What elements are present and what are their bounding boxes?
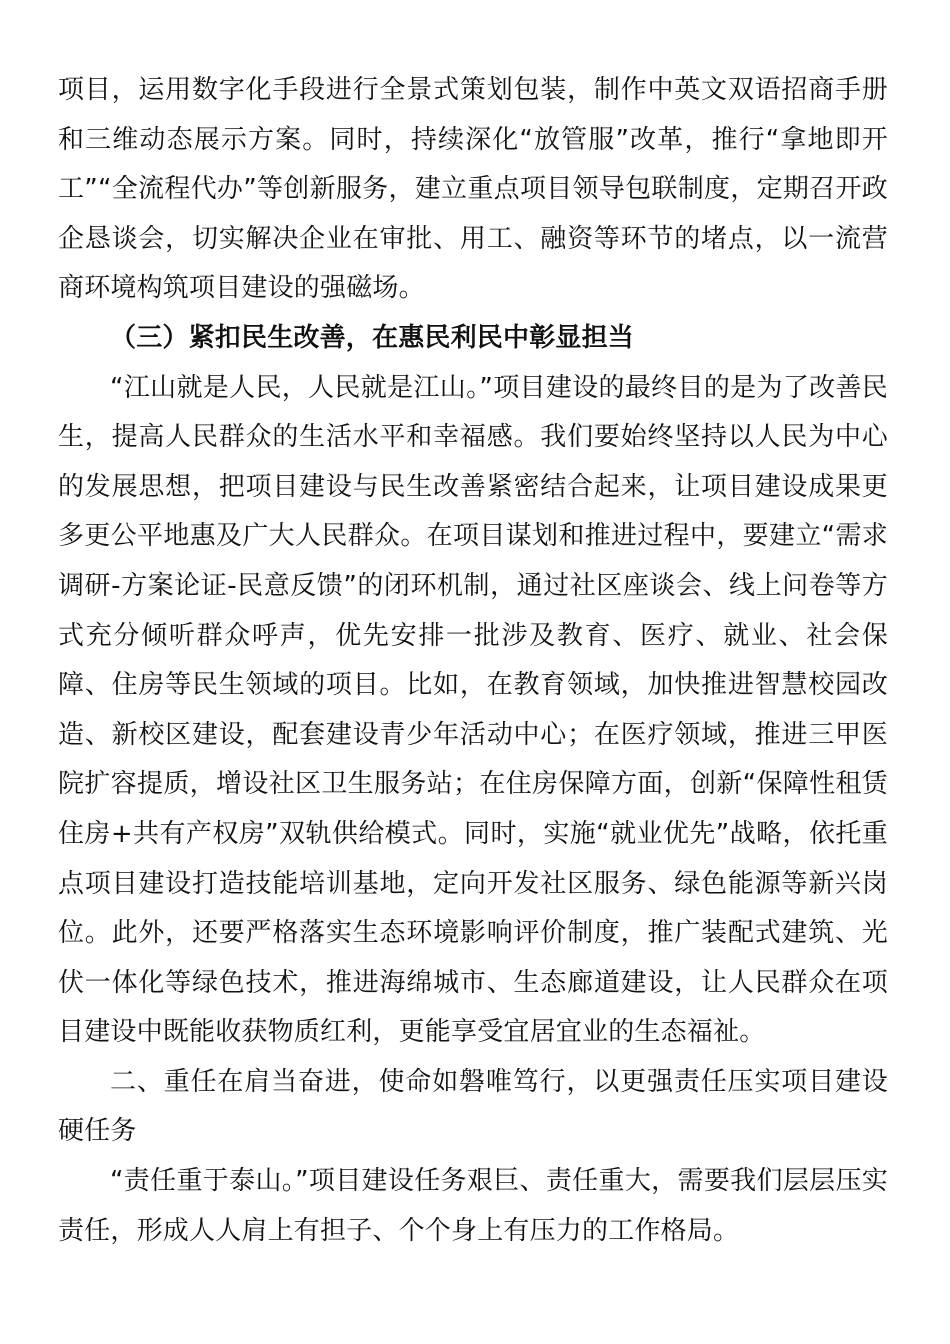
document-body — [58, 66, 888, 1256]
paragraph-livelihood: “江山就是人民，人民就是江山。”项目建设的最终目的是为了改善民生，提高人民群众的生活水平和幸福感。我们要始终坚持以人民为中心的发展思想，把项目建设与民生改善紧密结合起来，让项目建设成果更多更公平地惠及广大人民群众。在项目谋划和推进过程中，要建立“需求调研-方案论证-民意反馈”的闭环机制，通过社区座谈会、线上问卷等方式充分倾听群众呼声，优先安排一批涉及教育、医疗、就业、社会保障、住房等民生领域的项目。比如，在教育领域，加快推进智慧校园改造、新校区建设，配套建设青少年活动中心；在医疗领域，推进三甲医院扩容提质，增设社区卫生服务站；在住房保障方面，创新“保障性租赁住房+共有产权房”双轨供给模式。同时，实施“就业优先”战略，依托重点项目建设打造技能培训基地，定向开发社区服务、绿色能源等新兴岗位。此外，还要严格落实生态环境影响评价制度，推广装配式建筑、光伏一体化等绿色技术，推进海绵城市、生态廊道建设，让人民群众在项目建设中既能收获物质红利，更能享受宜居宜业的生态福祉。 — [58, 372, 888, 1048]
section-heading: 二、重任在肩当奋进，使命如磐唯笃行，以更强责任压实项目建设硬任务 — [58, 1066, 888, 1147]
section-subheading: （三）紧扣民生改善，在惠民利民中彰显担当 — [110, 322, 635, 353]
paragraph-continued: 项目，运用数字化手段进行全景式策划包装，制作中英文双语招商手册和三维动态展示方案。同时，持续深化“放管服”改革，推行“拿地即开工”“全流程代办”等创新服务，建立重点项目领导包联制度，定期召开政企恳谈会，切实解决企业在审批、用工、融资等环节的堵点，以一流营商环境构筑项目建设的强磁场。 — [58, 75, 888, 304]
paragraph-responsibility: “责任重于泰山。”项目建设任务艰巨、责任重大，需要我们层层压实责任，形成人人肩上有担子、个个身上有压力的工作格局。 — [58, 1166, 888, 1246]
